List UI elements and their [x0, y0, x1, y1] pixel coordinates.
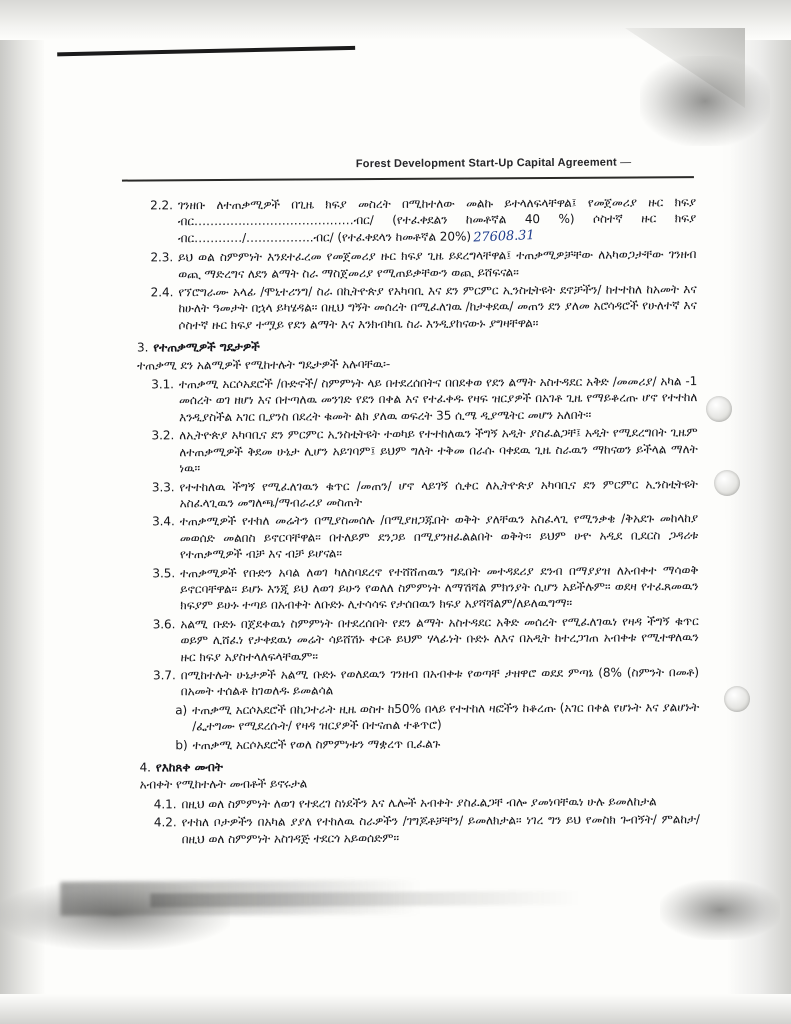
section-heading — [139, 756, 699, 776]
section-lead-in — [140, 773, 700, 793]
clause-paragraph — [152, 476, 698, 512]
clause-number: 3.5. — [152, 565, 176, 580]
clause-text: የተከለ ቦታዎችን በአካል ያያለ የተከለዉ ስራዎችን /ገግጆቶቻቸን/ ይመለክታል። ነገረ ግን ይህ የመስክ ጉብኝት/ ምልከታ/ በዚህ ወለ ስምምነት አስገዳጅ ተደርጎ አይወሰድም። — [181, 812, 700, 846]
clause-number: 3. — [136, 340, 149, 355]
clause-number: 3.7. — [152, 668, 176, 683]
punch-hole-bottom — [724, 686, 750, 712]
top-edge-rule — [57, 46, 355, 56]
clause-text: ተጠቃሚ አርሶአደሮች የወለ ስምምነቱን ማቋረጥ ቢፈልጉ — [192, 736, 441, 752]
clause-paragraph — [152, 562, 698, 615]
clause-text: ገንዘቡ ለተጠቃሚዎች በጊዜ ክፍያ መስረት በሚከተለው መልኩ ይተላለፍላቸዋል፤ የመጀመሪያ ዙር ክፍያ ብር………….………………………ብር/ (የተፈቀደልን ከመቶኛል 40 %) ሶስተኛ ዙር ክፍያ ብር…………/……………..ብር/ (የተፈቀደላን ከመቶኛል 20%) 27608.31 — [177, 195, 697, 246]
clause-number: b) — [175, 737, 188, 752]
handwritten-amount: 27608.31 — [472, 227, 535, 246]
clause-paragraph — [151, 424, 697, 477]
clause-number: 3.4. — [152, 514, 175, 529]
clause-paragraph — [153, 664, 699, 700]
clause-paragraph — [151, 373, 697, 426]
clause-text: ተጠቃሚ አርሶአደሮች /ቡድኖች/ ስምምነት ላይ በተደረሰበትና በበደቀወ የደን ልማት አስተዳደር አቅድ /መመሪያ/ አካል -1 መሰረት ወገ ዘሆነ እና በተጣለዉ መንገድ የደን በቀል እና የተፈቀዱ የዛፍ ዝርያዎች በአገቶ ጊዜ የማይቆረጡ ሆኖ የተተከለ እንዲያስችል አገር ቢያንስ በደረት ቁመት ልክ ያለዉ ወፍረት 35 ሲሜ ዲያሜትር መሆን አለበት። — [178, 374, 698, 425]
clause-text: ተጠቃሚዎች የቡድን አባል ለወገ ካለስባደረኖ የተሸሸጠዉን ግዴበት መተዳደሪያ ደንብ በማያያዝ ለአብቀተ ማሳወቅ ይኖርባቸዋል። ይሆኑ እንጂ ይህ ለወገ ይሁን የወለለ ስምምነት ለማሽሻል ምክንያት ሲሆን አይችሉም። ወደዛ የተፈጸመዉን ክፍያም ይሁኑ ተጣይ በአብቀት ለቡድኑ ሊተሳሳፍ የታሰበዉን ክፍያ አያሻሻልም/ለይለዉግማ። — [179, 562, 699, 613]
scan-smudge-bottom-2 — [150, 891, 580, 908]
clause-text: ተጠቃሚ ደን አልሚዎች የሚከተሉት ግዴታዎች አሉባቸዉ፡- — [137, 356, 391, 373]
clause-number: 2.4. — [150, 285, 174, 300]
clause-text: የተተከለዉ ችግኝ የሚፈለገዉን ቁጥር /መጠን/ ሆኖ ላይገኝ ሲቀር ለኢትዮጵያ አካባቢና ደን ምርምር ኢንስቲትዩት አስፈላጊዉን መግለጫ/ማብራሪያ መስጠት — [179, 476, 698, 511]
clause-paragraph — [175, 699, 699, 735]
clause-number: 2.2. — [150, 198, 173, 213]
clause-text: የእከጸቀ መብት — [155, 759, 223, 775]
scan-edge-left — [0, 0, 44, 1024]
punch-hole-middle — [714, 470, 740, 496]
clause-number: 2.3. — [150, 250, 174, 265]
header-title-text: Forest Development Start-Up Capital Agreement — [355, 156, 617, 171]
clause-number: 3.1. — [151, 377, 174, 392]
clause-number: 4. — [139, 760, 151, 775]
header-underline — [122, 176, 694, 181]
scan-edge-bottom — [0, 994, 791, 1024]
scan-edge-right — [729, 0, 791, 1024]
clause-paragraph — [153, 613, 699, 666]
document-header-title — [356, 156, 633, 170]
section-heading — [137, 336, 697, 356]
clause-text: ይህ ወል ስምምነት እንደተፈረመ የመጀመሪያ ዙር ክፍያ ጊዜ ይደረግላቸዋል፤ ተጠቃሚዎቻቸው ለአካወጋታቸው ገንዘብ ወጪ ማድረግና ለደን ልማት ስራ ማስጀመሪያ የሚጠይቃቸውን ወጪ ይሸፍናል። — [178, 247, 697, 281]
clause-paragraph — [154, 793, 700, 813]
clause-number: a) — [175, 702, 188, 718]
clause-number: 3.6. — [152, 617, 176, 632]
clause-paragraph — [152, 510, 698, 563]
clause-text: ተጠቃሚዎች የተከለ መሬትን በሚያስመሰሉ /በሚያዘጋጁበት ወቅት ያለቸዉን አስፈላጊ የሚንቃቄ /ቅአደጉ መከላከያ መወሰድ መልበስ ይኖርባቸዋል። በተለይም ደንጋይ በሚያንዘፈልልበት ወቅት። ይህም ሀዯ አዲደ ቢደርስ ጋዳሪቱ የተጠቃሚዎች ብቻ እና ብቻ ይሆናል። — [179, 511, 699, 562]
clause-paragraph — [150, 194, 696, 248]
clause-text: ተጠቃሚ አርሶአደሮች በከጋተራት ዚዜ ወስተ ከ50% በላይ የተተከለ ዛፎችን ከቆረጡ (አገር በቀል የሆኑት እና ያልሆኑት /ፌተግሙ የሚደረሱት/ የዛዳ ዝርያዎች በተናጠል ተቆጥሮ) — [192, 699, 700, 734]
punch-hole-top — [706, 396, 732, 422]
clause-text: ለኢትዮጵያ አካባቢና ደን ምርምር ኢንስቲትዩት ተወካይ የተተከለዉን ችግኝ አዲት ያስፈልጋቸ፤ አዲት የሚደረግበት ጊዜም ለተጠቃሚዎች ቅደመ ሁኔታ ሊሆን አይገባም፤ ይህም ግለት ተቅመ በራሱ ባቀደዉ ጊዜ ስራዉን ማከናወን ይችላል ማለት ነዉ። — [179, 425, 698, 476]
clause-text: የኘሮግራሙ አላፊ /ሞኒተሪንግ/ ስራ በኪትዮጵያ የአካባቢ እና ደን ምርምር ኢንስቲትዩት ደኖቻችን/ ከተተከለ ከአመት እና ከሁለት ዓመታት በኋላ ይካሄዳል። በዚህ ግኝት መሰረት በሚፈለገዉ /ከታቀደዉ/ መጠን ደን ያለመ አሮሳዳሮች የሁለተኛ እና ሶስተኛ ዙር ክፍያ ተሟይ የደን ልማት እና እንክብካቤ ስራ እንዲያከናውኑ ያግዛቸዋል። — [178, 282, 697, 333]
clause-text: በዚህ ወለ ስምምነት ለወገ የተደረገ ስነደችን እና ሌሎች አብቀት ያስፈልጋቸ ብሎ ያመነባቸዉነ ሁሉ ይመለከታል — [181, 794, 657, 812]
clause-paragraph — [154, 811, 700, 847]
clause-paragraph — [175, 734, 699, 754]
paper-sheet — [25, 6, 743, 1022]
clause-paragraph — [150, 246, 696, 282]
section-lead-in — [137, 354, 697, 374]
clause-number: 4.1. — [153, 797, 177, 812]
clause-text: አልሚ ቡድኑ በጀደቀዉነ ስምምነት በተደረሰበት የደን ልማት አስተዳደር አቅድ መሰረት የሚፈለገዉነ የዛዳ ችግኝ ቁጥር ወይም ሊሸፈነ የታቀደዉነ መሬት ሳይሸሽኑ ቀርቶ ይህም ሃላፊነት ቡድኑ ለእና በአዲት ከተረጋገጠ አብቀቱ የሚተዋለዉን ዙር ክፍያ አያስተላለፍላቸዉም። — [180, 613, 699, 664]
clause-text: አብቀት የሚከተሉት መብቶች ይኖሩታል — [139, 776, 308, 792]
clause-paragraph — [151, 281, 697, 334]
clause-text: በሚከተሉት ሁኔታዎች አልሚ ቡድኑ የወለደዉን ገንዘብ በአብቀቱ የወጣቸ ታዘዋሮ ወደደ ምጣኔ (8% (ስምንት በመቶ) በአመት ተሰልቶ ከገወለዱ ይመልሳል — [180, 665, 700, 699]
clause-number: 3.3. — [151, 479, 175, 494]
clause-number: 4.2. — [153, 815, 177, 830]
clause-number: 3.2. — [151, 428, 175, 443]
header-title-dash: — — [620, 156, 634, 169]
document-body — [136, 194, 700, 849]
clause-text: የተጠቃሚዎች ግዴታዎች — [153, 340, 260, 355]
